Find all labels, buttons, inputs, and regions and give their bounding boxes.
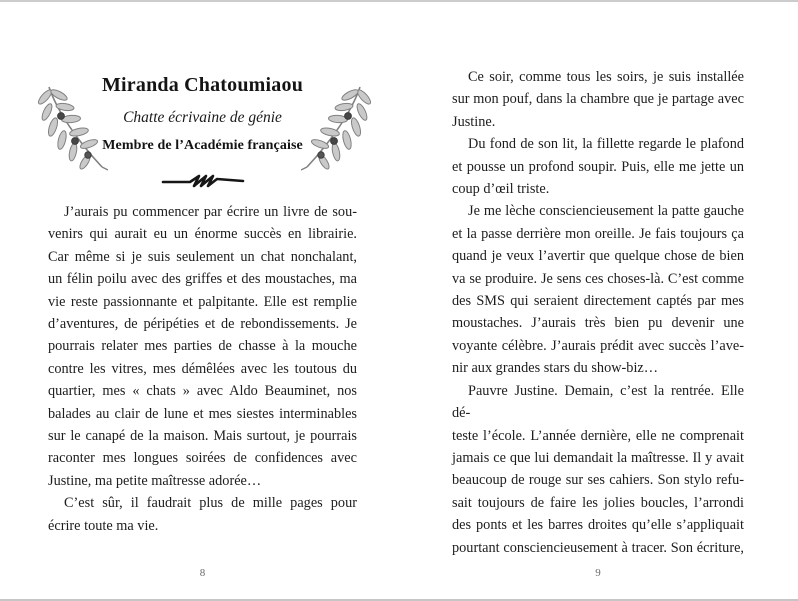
page-number: 9 — [595, 567, 601, 579]
text-line: et la passe derrière mon oreille. Je fais toujours ça — [452, 225, 744, 242]
text-line: C’est sûr, il faudrait plus de mille pages pour — [64, 495, 357, 512]
text-line: coup d’œil triste. — [452, 181, 550, 198]
book-title: Miranda Chatoumiaou — [101, 74, 304, 96]
text-line: des SMS qui seraient directement captés par mes — [452, 293, 744, 310]
text-line: Ce soir, comme tous les soirs, je suis installée — [468, 69, 744, 85]
text-line: pourrais relater mes parties de chasse à la mouche — [48, 338, 357, 355]
text-line: un félin poilu avec des griffes et des moustaches, ma — [48, 271, 357, 288]
text-line: va se produire. Je sens ces choses-là. C’est comme — [452, 270, 744, 287]
squiggle-section-divider-icon — [48, 171, 357, 191]
text-line: nir aux grandes stars du show-biz… — [452, 360, 659, 377]
text-line: venirs qui aurait eu un énorme succès en librairie. — [48, 226, 357, 243]
text-line: Car même si je suis seulement un chat nonchalant, — [48, 248, 357, 265]
book-subtitle: Chatte écrivaine de génie — [123, 109, 282, 126]
text-line: Je me lèche consciencieusement la patte gauche — [468, 203, 744, 220]
text-line: balades au clair de lune et mes siestes interminables — [48, 405, 357, 422]
text-line: contre les vitres, mes démêlées avec les toutous du — [48, 360, 357, 377]
text-line: raconter mes longues soirées de confidences avec — [48, 450, 357, 467]
text-line: des ponts et les barres droites qu’elle s’appliquait — [452, 517, 744, 534]
text-line: Du fond de son lit, la fillette regarde le plafond — [468, 136, 744, 153]
right-page-body-text — [452, 66, 744, 559]
text-line: Pauvre Justine. Demain, c’est la rentrée. Elle dé- — [452, 382, 744, 422]
text-line: sur le canapé de la maison. Mais surtout, je pourrais — [48, 428, 357, 445]
text-line: moustaches. J’aurais très bien pu devenir une — [452, 315, 744, 332]
text-line: Justine. — [452, 113, 496, 130]
text-line: Justine, ma petite maîtresse adorée… — [48, 472, 262, 489]
book-affiliation: Membre de l’Académie française — [102, 138, 303, 153]
right-page — [452, 0, 744, 601]
text-line: pourtant consciencieusement à tracer. Son écriture, — [452, 539, 744, 556]
text-line: vie reste passionnante et palpitante. Elle est remplie — [48, 293, 357, 310]
text-line: sait toujours de faire les jolies boucles, l’arrondi — [452, 494, 744, 511]
text-line: teste l’école. L’année dernière, elle ne comprenait — [452, 427, 744, 444]
text-line: écrire toute ma vie. — [48, 517, 159, 534]
left-page-body-text — [48, 201, 357, 537]
text-line: quand je veux l’avertir que quelque chose de bien — [452, 248, 744, 265]
text-line: quartier, mes « chats » avec Aldo Beauminet, nos — [48, 383, 357, 400]
text-line: beaucoup de rouge sur ses cahiers. Son stylo refu- — [452, 472, 744, 489]
text-line: sur mon pouf, dans la chambre que je partage avec — [452, 91, 744, 108]
page-number: 8 — [199, 567, 206, 579]
text-line: d’aventures, de péripéties et de rebondissements. Je — [48, 316, 357, 333]
text-line: voyante célèbre. J’aurais prédit avec succès l’ave- — [452, 337, 744, 354]
text-line: J’aurais pu commencer par écrire un livre de sou- — [64, 204, 357, 220]
text-line: jamais ce que lui demandait la maîtresse. Il y avait — [452, 449, 744, 466]
text-line: et pousse un profond soupir. Puis, elle me jette un — [452, 158, 744, 175]
left-page — [48, 0, 357, 601]
